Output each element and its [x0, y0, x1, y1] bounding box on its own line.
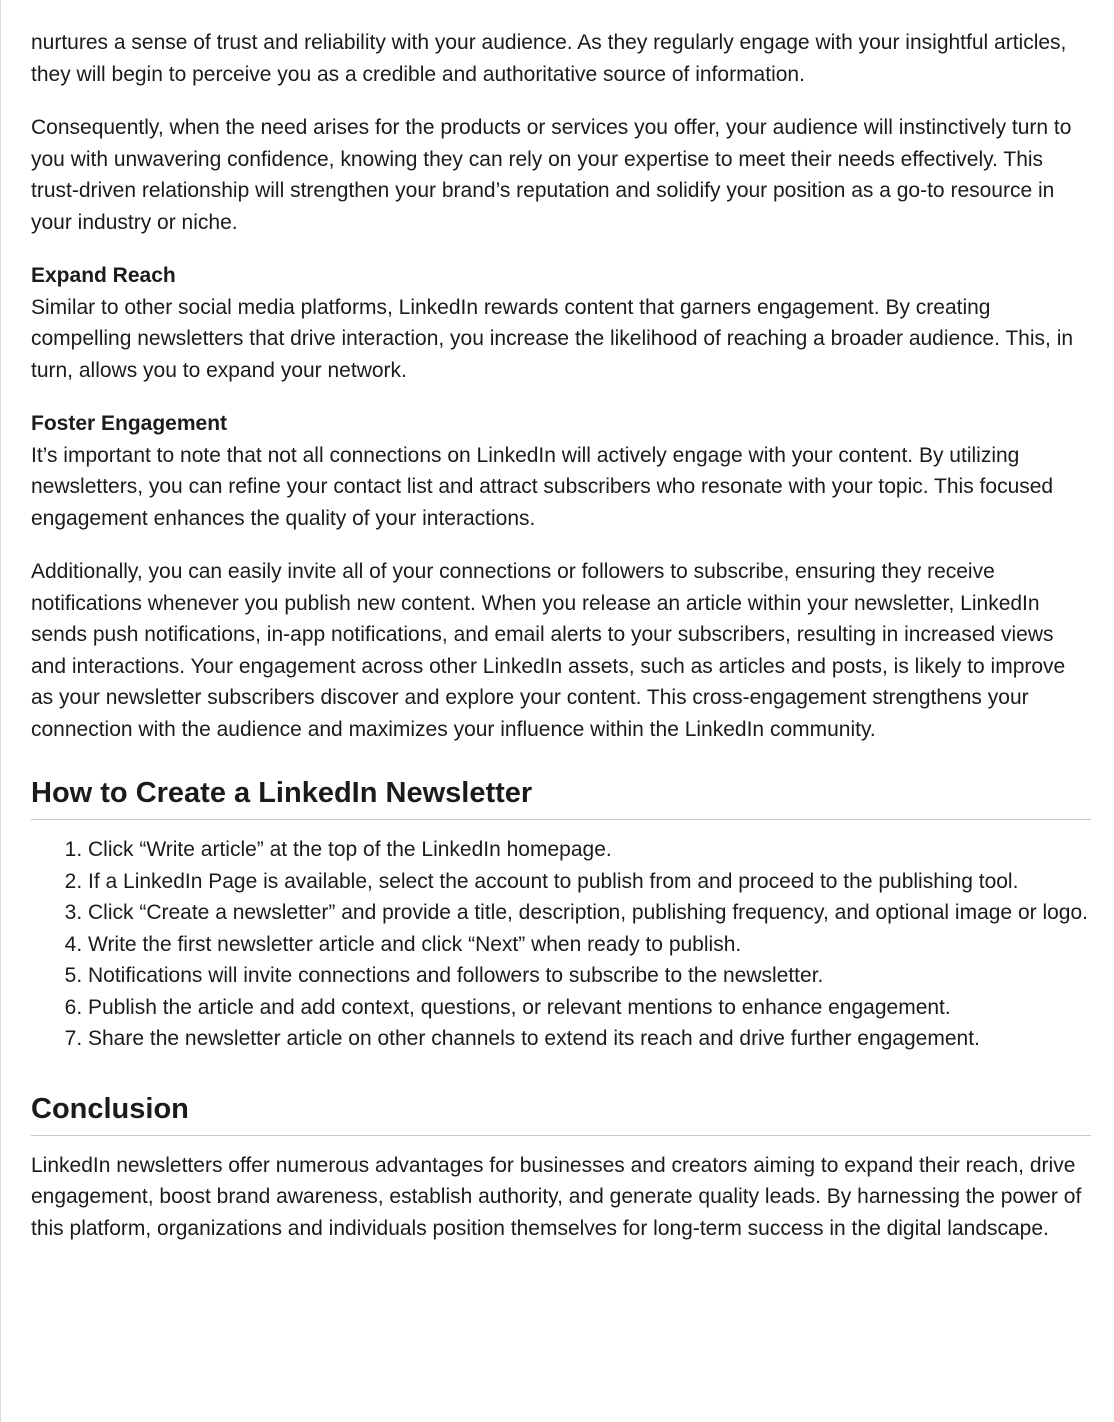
conclusion-text: LinkedIn newsletters offer numerous advantages for businesses and creators aiming to expand their reach, drive engagement, boost brand awareness, establish authority, and generate quality leads. By harnessing the power of this platform, organizations and individuals position themselves for long-term success in the digital landscape.	[31, 1153, 1082, 1240]
expand-reach-section	[31, 260, 1091, 386]
intro-paragraph-1: nurtures a sense of trust and reliability with your audience. As they regularly engage with your insightful articles, they will begin to perceive you as a credible and authoritative source of information.	[31, 31, 1067, 86]
how-to-step-7: 7. Share the newsletter article on other channels to extend its reach and drive further engagement.	[88, 1023, 1091, 1055]
how-to-step-6: 6. Publish the article and add context, questions, or relevant mentions to enhance engagement.	[88, 992, 1091, 1024]
how-to-step-2: 2. If a LinkedIn Page is available, select the account to publish from and proceed to the publishing tool.	[88, 866, 1091, 898]
how-to-step-1: 1. Click “Write article” at the top of the LinkedIn homepage.	[88, 834, 1091, 866]
how-to-heading: How to Create a LinkedIn Newsletter	[31, 775, 1091, 820]
foster-engagement-additional: Additionally, you can easily invite all of your connections or followers to subscribe, ensuring they receive notifications whenever you publish new content. When you release an article within your newsletter, LinkedIn sends push notifications, in-app notifications, and email alerts to your subscribers, resulting in increased views and interactions. Your engagement across other LinkedIn assets, such as articles and posts, is likely to improve as your newsletter subscribers discover and explore your content. This cross-engagement strengthens your connection with the audience and maximizes your influence within the LinkedIn community.	[31, 560, 1066, 741]
article-body	[31, 27, 1091, 1266]
foster-engagement-heading: Foster Engagement	[31, 412, 228, 435]
page-left-border	[0, 0, 1, 1422]
expand-reach-text: Similar to other social media platforms, LinkedIn rewards content that garners engagement. By creating compelling newsletters that drive interaction, you increase the likelihood of reaching a broader audience. This, in turn, allows you to expand your network.	[31, 295, 1074, 382]
foster-engagement-section	[31, 408, 1091, 534]
how-to-step-4: 4. Write the first newsletter article and click “Next” when ready to publish.	[88, 929, 1091, 961]
conclusion-heading: Conclusion	[31, 1091, 1091, 1136]
how-to-steps-list	[31, 834, 1091, 1055]
foster-engagement-text: It’s important to note that not all connections on LinkedIn will actively engage with your content. By utilizing newsletters, you can refine your contact list and attract subscribers who resonate with your topic. This focused engagement enhances the quality of your interactions.	[31, 443, 1054, 530]
how-to-step-5: 5. Notifications will invite connections and followers to subscribe to the newsletter.	[88, 960, 1091, 992]
how-to-step-3: 3. Click “Create a newsletter” and provide a title, description, publishing frequency, and optional image or logo.	[88, 897, 1091, 929]
expand-reach-heading: Expand Reach	[31, 264, 176, 287]
intro-paragraph-2: Consequently, when the need arises for the products or services you offer, your audience will instinctively turn to you with unwavering confidence, knowing they can rely on your expertise to meet their needs effectively. This trust-driven relationship will strengthen your brand’s reputation and solidify your position as a go-to resource in your industry or niche.	[31, 116, 1072, 234]
